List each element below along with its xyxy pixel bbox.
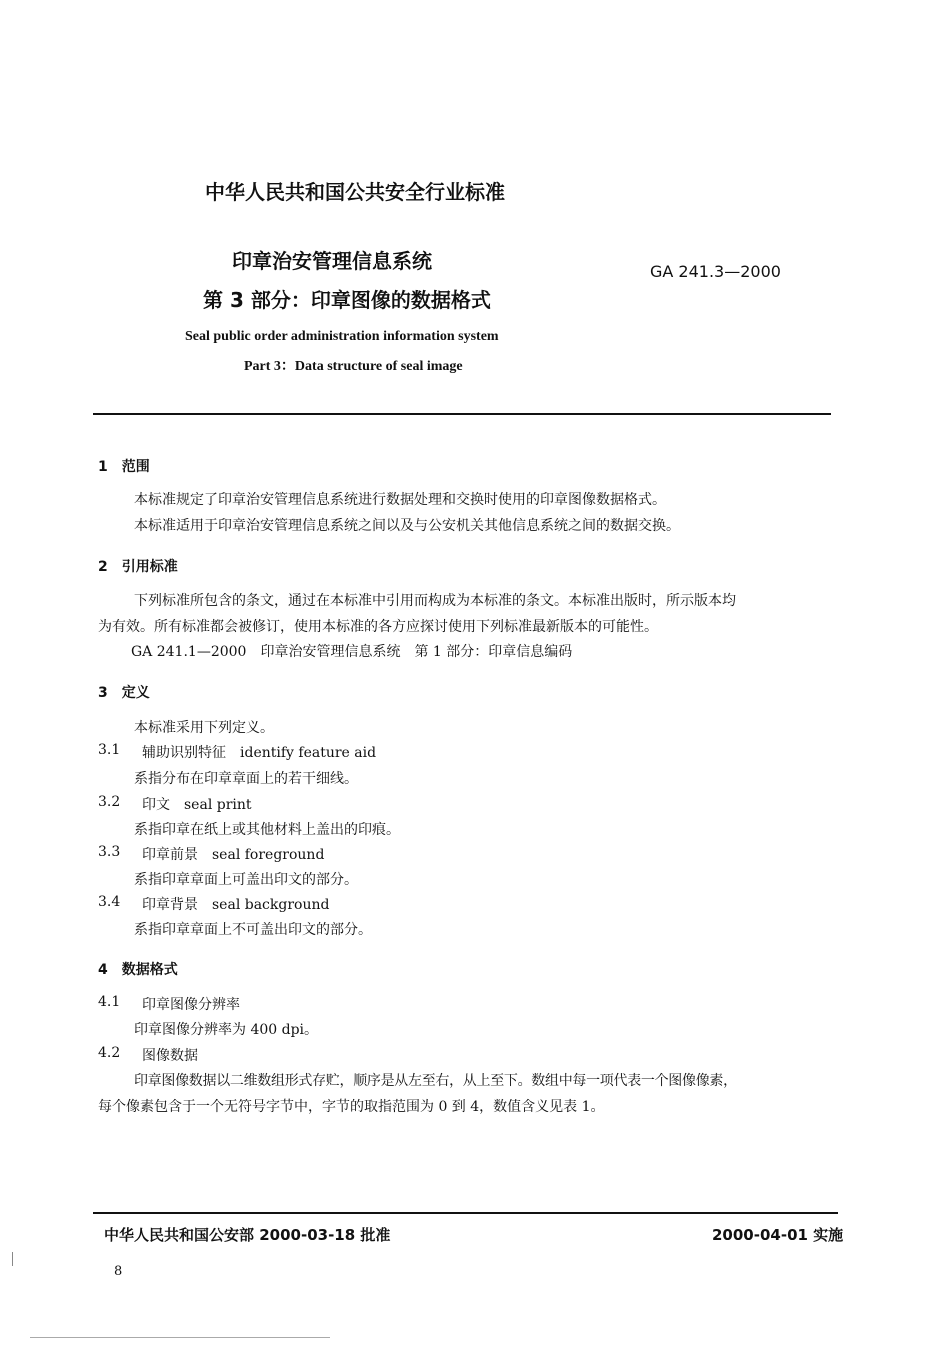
def-4-1-number: 4.1 [98,994,121,1010]
section-2-para-line2: 为有效。所有标准都会被修订，使用本标准的各方应探讨使用下列标准最新版本的可能性。 [98,619,658,635]
def-3-2-number: 3.2 [98,794,121,810]
standard-number: GA 241.3—2000 [650,262,781,281]
footer-divider [93,1212,838,1214]
def-3-4-number: 3.4 [98,894,121,910]
def-4-2-para-line1: 印章图像数据以二维数组形式存贮，顺序是从左至右，从上至下。数组中每一项代表一个图像像素， [134,1073,737,1089]
section-3-intro: 本标准采用下列定义。 [134,720,274,736]
def-4-1-term: 印章图像分辨率 [142,997,240,1013]
english-title-line1: Seal public order administration information system [185,329,499,344]
scan-artifact-bottom [30,1337,330,1338]
def-3-1-definition: 系指分布在印章章面上的若干细线。 [134,771,358,787]
doc-title-line2: 第 3 部分：印章图像的数据格式 [203,288,491,312]
section-1-para-1: 本标准规定了印章治安管理信息系统进行数据处理和交换时使用的印章图像数据格式。 [134,492,666,508]
def-3-4-definition: 系指印章章面上不可盖出印文的部分。 [134,922,372,938]
section-2-title: 2 引用标准 [98,559,178,575]
issuing-agency: 中华人民共和国公共安全行业标准 [205,180,505,204]
scan-artifact-line [12,1252,13,1266]
def-3-1-number: 3.1 [98,742,121,758]
section-1-title: 1 范围 [98,459,150,475]
section-2-para-line1: 下列标准所包含的条文，通过在本标准中引用而构成为本标准的条文。本标准出版时，所示版本均 [134,593,736,609]
doc-title-line1: 印章治安管理信息系统 [232,249,432,273]
def-3-3-definition: 系指印章章面上可盖出印文的部分。 [134,872,358,888]
header-divider [93,413,831,415]
section-3-title: 3 定义 [98,685,150,701]
page-number: 8 [114,1264,123,1279]
def-3-3-term: 印章前景 seal foreground [142,847,325,863]
section-2-reference: GA 241.1—2000 印章治安管理信息系统 第 1 部分：印章信息编码 [131,644,573,660]
section-1-para-2: 本标准适用于印章治安管理信息系统之间以及与公安机关其他信息系统之间的数据交换。 [134,518,680,534]
def-3-2-definition: 系指印章在纸上或其他材料上盖出的印痕。 [134,822,400,838]
approval-statement: 中华人民共和国公安部 2000-03-18 批准 [104,1226,391,1244]
def-4-2-para-line2: 每个像素包含于一个无符号字节中，字节的取指范围为 0 到 4，数值含义见表 1。 [98,1099,605,1115]
def-3-1-term: 辅助识别特征 identify feature aid [142,745,377,761]
def-4-1-definition: 印章图像分辨率为 400 dpi。 [134,1022,319,1038]
def-3-3-number: 3.3 [98,844,121,860]
def-3-2-term: 印文 seal print [142,797,252,813]
section-4-title: 4 数据格式 [98,962,178,978]
english-title-line2: Part 3：Data structure of seal image [244,359,463,374]
def-4-2-number: 4.2 [98,1045,121,1061]
effective-date: 2000-04-01 实施 [712,1226,844,1244]
def-3-4-term: 印章背景 seal background [142,897,330,913]
def-4-2-term: 图像数据 [142,1048,198,1064]
